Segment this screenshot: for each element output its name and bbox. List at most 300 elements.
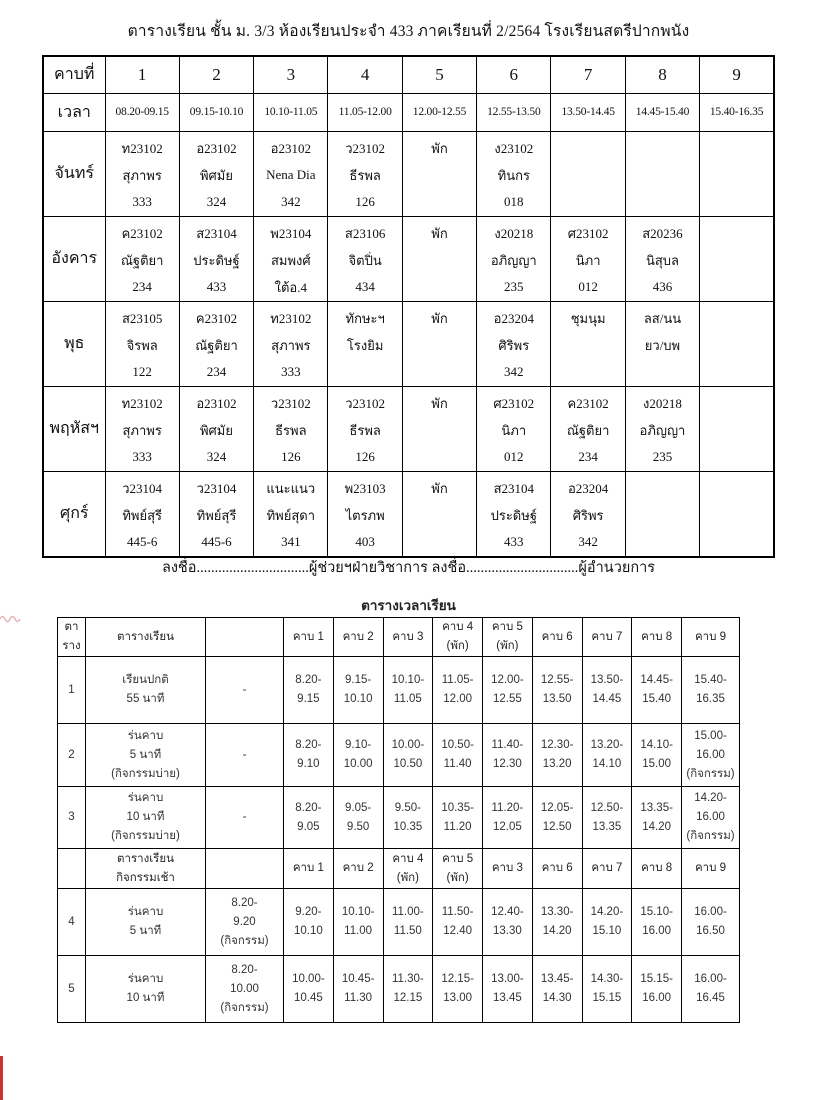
schedule-cell xyxy=(477,386,551,471)
schedule-cell-line: ค23102 xyxy=(121,225,163,241)
time-table-cell-line: - xyxy=(242,748,247,761)
time-table-cell xyxy=(86,849,206,889)
time-table-cell-line: 13.45- xyxy=(540,973,574,985)
day-name: จันทร์ xyxy=(43,131,105,216)
schedule-cell-line: 433 xyxy=(206,279,227,294)
time-table-cell-line: 15.10 xyxy=(592,925,622,937)
schedule-cell-line: ว23104 xyxy=(196,480,237,496)
red-squiggle-mark xyxy=(0,608,22,624)
period-time: 08.20-09.15 xyxy=(105,93,179,131)
schedule-cell xyxy=(105,131,179,216)
schedule-cell-line: ศิริพร xyxy=(572,507,604,523)
period-number: 7 xyxy=(551,56,625,93)
time-table-cell-line: - xyxy=(242,683,247,696)
time-table-cell xyxy=(206,889,284,956)
time-table-header-row xyxy=(58,618,740,657)
time-table-cell-line: 14.10 xyxy=(592,758,622,770)
schedule-cell-line: ง23102 xyxy=(494,140,534,156)
time-table-cell xyxy=(206,956,284,1023)
schedule-cell xyxy=(328,471,402,557)
schedule-cell-line: ณัฐติยา xyxy=(195,337,238,353)
period-corner-label: คาบที่ xyxy=(43,56,105,93)
period-times-table xyxy=(57,617,740,1023)
period-time: 09.15-10.10 xyxy=(179,93,253,131)
schedule-cell xyxy=(179,131,253,216)
time-table-cell-line: 12.55 xyxy=(492,693,522,705)
schedule-cell-line: ศ23102 xyxy=(567,225,609,241)
schedule-cell-line: ค23102 xyxy=(195,310,238,326)
time-table-cell-line: 15.15 xyxy=(592,992,622,1004)
schedule-cell xyxy=(328,216,402,301)
schedule-cell-line: ท23102 xyxy=(121,140,163,156)
time-table-cell-line: (พัก) xyxy=(496,640,519,652)
time-table-cell xyxy=(284,657,334,724)
time-table-cell-line: 9.50 xyxy=(346,820,370,833)
schedule-cell-line: สุภาพร xyxy=(122,167,162,183)
time-table-cell-line: 10.00 xyxy=(343,758,373,770)
schedule-cell-line: พัก xyxy=(431,310,448,326)
time-table-cell-line: 13.45 xyxy=(492,992,522,1004)
schedule-cell xyxy=(477,301,551,386)
period-number: 8 xyxy=(625,56,699,93)
time-table-cell-line: ตา xyxy=(64,621,79,633)
schedule-cell-line: ประดิษฐ์ xyxy=(193,252,240,268)
schedule-cell-line: ใต้อ.4 xyxy=(274,279,307,295)
time-table-cell-line: 14.45 xyxy=(592,693,622,705)
schedule-cell xyxy=(179,386,253,471)
time-table-cell xyxy=(58,657,86,724)
time-table-cell-line: 12.00- xyxy=(491,674,524,686)
time-table-cell xyxy=(632,787,682,849)
schedule-cell-line: ทินกร xyxy=(497,167,530,183)
time-table-cell-line: คาบ 1 xyxy=(292,862,324,874)
time-table-cell-line: 5 นาที xyxy=(129,925,162,937)
schedule-cell xyxy=(105,386,179,471)
time-table-cell-line: (กิจกรรม) xyxy=(220,1001,269,1014)
time-table-cell-line: คาบ 5 xyxy=(491,621,523,633)
schedule-cell xyxy=(254,131,328,216)
time-table-cell xyxy=(333,657,383,724)
schedule-cell xyxy=(551,131,625,216)
schedule-cell-line: ส23104 xyxy=(196,225,237,241)
time-table-cell-line: 15.40 xyxy=(642,693,672,705)
time-table-cell-line: 15.40- xyxy=(694,674,727,686)
schedule-cell-line: พัก xyxy=(431,480,448,496)
schedule-cell xyxy=(402,301,476,386)
time-table-cell-line: 11.40- xyxy=(491,739,524,751)
time-table-cell xyxy=(632,724,682,787)
schedule-cell-line: ว23102 xyxy=(345,140,386,156)
time-table-cell-line: 16.00- xyxy=(694,906,727,918)
time-table-cell xyxy=(483,787,533,849)
time-table-cell-line: ราง xyxy=(62,640,81,652)
time-table-cell-line: 12.15- xyxy=(441,973,474,985)
time-table-cell-line: 10 นาที xyxy=(126,811,165,823)
schedule-cell-line: 122 xyxy=(132,364,152,379)
time-table-cell-line: 5 xyxy=(68,982,75,995)
schedule-cell-line: ไตรภพ xyxy=(345,507,385,523)
schedule-cell-line: จิตปิ่น xyxy=(348,252,382,268)
schedule-cell-line: อ23204 xyxy=(567,480,609,496)
time-table-cell xyxy=(58,787,86,849)
time-table-cell xyxy=(582,724,632,787)
time-table-cell-line: 10.35- xyxy=(441,801,474,814)
schedule-cell-line: 126 xyxy=(281,449,301,464)
period-time: 12.55-13.50 xyxy=(477,93,551,131)
schedule-cell-line: ลส/นน xyxy=(643,310,682,326)
schedule-cell-line: นิภา xyxy=(575,252,601,268)
time-table-cell-line: คาบ 8 xyxy=(641,630,673,643)
schedule-cell-line: 433 xyxy=(504,534,524,549)
schedule-cell xyxy=(700,386,774,471)
time-table-cell-line: 11.20- xyxy=(491,801,524,814)
schedule-cell xyxy=(700,216,774,301)
schedule-cell-line: สุภาพร xyxy=(271,337,311,353)
schedule-cell xyxy=(328,301,402,386)
time-table-cell-line: (กิจกรรมบ่าย) xyxy=(111,767,180,780)
time-table-cell-line: 2 xyxy=(68,748,75,761)
time-table-cell-line: 11.05- xyxy=(441,674,474,686)
time-table-cell xyxy=(682,956,740,1023)
schedule-cell-line: 342 xyxy=(578,534,598,549)
schedule-cell-line: 333 xyxy=(132,449,152,464)
schedule-cell xyxy=(254,386,328,471)
time-table-cell xyxy=(483,956,533,1023)
schedule-cell-line: 126 xyxy=(355,194,375,209)
time-table-cell-line: คาบ 4 xyxy=(442,621,474,633)
schedule-cell xyxy=(625,131,699,216)
schedule-cell-line: 445-6 xyxy=(126,534,158,549)
time-table-cell xyxy=(206,618,284,657)
time-table-cell-line: 9.05 xyxy=(297,820,320,833)
schedule-cell xyxy=(254,301,328,386)
page-title: ตารางเรียน ชั้น ม. 3/3 ห้องเรียนประจำ 433 ภาคเรียนที่ 2/2564 โรงเรียนสตรีปากพนัง xyxy=(127,23,690,40)
time-table-cell-line: คาบ 8 xyxy=(641,862,673,874)
time-table-cell-line: 16.35 xyxy=(696,693,725,705)
time-table-cell-line: 9.10- xyxy=(345,739,372,751)
time-table-cell xyxy=(433,849,483,889)
time-table-cell xyxy=(86,787,206,849)
time-header-row xyxy=(43,93,774,131)
schedule-cell xyxy=(551,216,625,301)
time-table-cell xyxy=(333,724,383,787)
time-table-cell-line: 9.15 xyxy=(297,693,320,705)
schedule-cell xyxy=(477,471,551,557)
schedule-cell xyxy=(179,216,253,301)
time-table-row xyxy=(58,787,740,849)
schedule-cell-line: 235 xyxy=(652,449,673,464)
time-table-cell-line: 14.20- xyxy=(694,792,727,804)
period-number: 6 xyxy=(477,56,551,93)
schedule-cell-line: นิสุบล xyxy=(645,252,679,268)
time-table-cell-line: 14.20 xyxy=(642,820,672,833)
period-number: 9 xyxy=(700,56,774,93)
schedule-cell xyxy=(105,216,179,301)
time-table-cell xyxy=(632,956,682,1023)
schedule-cell-line: 324 xyxy=(206,449,227,464)
time-table-cell xyxy=(58,889,86,956)
time-table-cell xyxy=(206,724,284,787)
period-number: 5 xyxy=(402,56,476,93)
schedule-cell-line: 445-6 xyxy=(201,534,232,549)
schedule-cell xyxy=(254,216,328,301)
time-table-cell xyxy=(632,657,682,724)
time-table-cell-line: 11.00- xyxy=(391,906,424,918)
time-table-cell-line: 13.00 xyxy=(443,992,473,1004)
time-table-cell xyxy=(433,889,483,956)
time-table-cell-line: คาบ 6 xyxy=(541,630,573,643)
schedule-cell-line: พิศมัย xyxy=(199,167,233,183)
time-table-cell-line: ตารางเรียน xyxy=(117,630,174,643)
time-table-cell-line: 9.10 xyxy=(297,758,320,770)
schedule-cell-line: นิภา xyxy=(501,422,527,438)
time-table-cell-line: 16.50 xyxy=(696,925,725,937)
time-table-cell-line: 9.20 xyxy=(233,915,256,928)
time-table-cell-line: 11.00 xyxy=(344,925,373,937)
time-table-cell-line: เรียนปกติ xyxy=(122,674,169,686)
schedule-cell-line: ธีรพล xyxy=(349,422,381,438)
time-table-cell-line: 12.40 xyxy=(443,925,473,937)
time-table-cell xyxy=(483,618,533,657)
schedule-cell-line: ค23102 xyxy=(567,395,609,411)
time-table-row xyxy=(58,724,740,787)
period-time: 11.05-12.00 xyxy=(328,93,402,131)
schedule-cell-line: 324 xyxy=(206,194,227,209)
time-table-cell-line: 10.35 xyxy=(393,820,423,833)
schedule-cell-line: อภิญญา xyxy=(490,252,537,268)
time-table-cell xyxy=(383,956,433,1023)
time-table-cell xyxy=(333,849,383,889)
time-table-cell-line: คาบ 3 xyxy=(491,862,523,874)
time-table-cell-line: 8.20- xyxy=(295,739,322,751)
time-table-cell-line: 13.35- xyxy=(640,801,673,814)
time-table-cell xyxy=(532,787,582,849)
schedule-cell-line: ธีรพล xyxy=(275,422,307,438)
time-table-cell xyxy=(532,849,582,889)
schedule-cell xyxy=(551,471,625,557)
time-table-cell xyxy=(532,618,582,657)
time-table-cell xyxy=(58,618,86,657)
time-table-cell-line: 14.10- xyxy=(640,739,673,751)
time-table-cell xyxy=(86,657,206,724)
day-name: ศุกร์ xyxy=(43,471,105,557)
time-table-cell-line: 12.05 xyxy=(492,820,522,833)
schedule-cell-line: แนะแนว xyxy=(266,480,316,496)
schedule-cell-line: สุภาพร xyxy=(122,422,162,438)
time-table-cell xyxy=(86,618,206,657)
time-table-cell-line: 10.50 xyxy=(393,758,423,770)
day-row xyxy=(43,471,774,557)
time-table-cell-line: กิจกรรมเช้า xyxy=(116,871,175,884)
day-name: อังคาร xyxy=(43,216,105,301)
schedule-cell-line: ส23106 xyxy=(344,225,386,241)
time-table-cell xyxy=(284,787,334,849)
time-table-cell xyxy=(632,849,682,889)
time-table-cell xyxy=(284,956,334,1023)
schedule-cell-line: สมพงศ์ xyxy=(270,252,311,268)
schedule-cell-line: ณัฐติยา xyxy=(120,252,164,268)
schedule-cell-line: พิศมัย xyxy=(199,422,233,438)
time-table-cell-line: 14.20- xyxy=(590,906,624,918)
schedule-cell xyxy=(625,301,699,386)
time-table-cell-line: ร่นคาบ xyxy=(127,973,164,985)
red-streak-mark xyxy=(0,1056,3,1100)
time-table-cell-line: ร่นคาบ xyxy=(127,792,164,804)
time-table-cell-line: 13.50 xyxy=(542,693,572,705)
schedule-cell-line: ง20218 xyxy=(494,225,534,241)
schedule-cell xyxy=(105,301,179,386)
schedule-cell xyxy=(477,131,551,216)
time-table-cell-line: 16.00 xyxy=(696,748,725,761)
schedule-cell-line: ส23105 xyxy=(121,310,163,326)
time-table-cell-line: คาบ 4 xyxy=(392,852,424,865)
schedule-cell-line: ท23102 xyxy=(270,310,312,326)
schedule-cell-line: ทิพย์สุรี xyxy=(122,507,162,523)
schedule-cell-line: 234 xyxy=(206,364,227,379)
schedule-cell-line: ทักษะฯ xyxy=(345,310,385,326)
schedule-cell-line: ว23102 xyxy=(345,395,386,411)
schedule-cell-line: ว23104 xyxy=(122,480,163,496)
schedule-cell-line: ส23104 xyxy=(493,480,535,496)
time-table-cell-line: 55 นาที xyxy=(126,693,165,705)
time-table-cell-line: 12.40- xyxy=(491,906,524,918)
time-table-cell-line: คาบ 5 xyxy=(442,852,474,865)
schedule-cell xyxy=(179,301,253,386)
time-table-title: ตารางเวลาเรียน xyxy=(361,598,456,613)
schedule-cell-line: อ23102 xyxy=(270,140,311,156)
signature-line: ลงชื่อ...............................ผู้ช่วยฯฝ่ายวิชาการ ลงชื่อ...............................ผู้อำนวยการ xyxy=(161,560,656,576)
schedule-cell-line: 333 xyxy=(281,364,301,379)
period-number: 2 xyxy=(179,56,253,93)
schedule-cell xyxy=(700,301,774,386)
period-number: 3 xyxy=(254,56,328,93)
period-time: 13.50-14.45 xyxy=(551,93,625,131)
time-table-cell-line: 12.50- xyxy=(590,801,624,814)
time-table-cell-line: 12.30- xyxy=(540,739,574,751)
time-table-cell-line: 13.35 xyxy=(592,820,622,833)
time-table-cell xyxy=(433,956,483,1023)
time-table-cell-line: 4 xyxy=(68,915,75,928)
schedule-cell-line: ว23102 xyxy=(270,395,311,411)
day-row xyxy=(43,301,774,386)
time-table-cell xyxy=(532,657,582,724)
time-table-cell-line: คาบ 2 xyxy=(342,862,374,874)
schedule-cell-line: ส20236 xyxy=(642,225,683,241)
time-table-cell-line: 16.00 xyxy=(642,992,672,1004)
time-table-cell xyxy=(582,956,632,1023)
day-name: พุธ xyxy=(43,301,105,386)
time-table-cell-line: 13.50- xyxy=(590,674,624,686)
period-time: 12.00-12.55 xyxy=(402,93,476,131)
period-time: 14.45-15.40 xyxy=(625,93,699,131)
time-table-cell-line: 12.55- xyxy=(540,674,574,686)
time-table-cell-line: 15.10- xyxy=(640,906,673,918)
time-table-cell-line: คาบ 6 xyxy=(541,862,573,874)
schedule-cell xyxy=(625,216,699,301)
time-table-cell-line: 9.20- xyxy=(295,906,322,918)
time-table-cell-line: 14.45- xyxy=(640,674,673,686)
time-table-cell-line: - xyxy=(242,811,247,823)
time-table-cell xyxy=(86,889,206,956)
time-table-cell xyxy=(483,849,533,889)
time-table-cell-line: 14.30 xyxy=(542,992,572,1004)
time-table-cell xyxy=(58,849,86,889)
time-table-row xyxy=(58,956,740,1023)
period-number: 1 xyxy=(105,56,179,93)
time-table-cell-line: 9.05- xyxy=(345,801,372,814)
time-table-cell-line: 10.10- xyxy=(341,906,375,918)
time-table-cell xyxy=(383,724,433,787)
time-table-cell-line: 13.20- xyxy=(590,739,624,751)
time-table-cell xyxy=(483,889,533,956)
time-table-cell xyxy=(532,956,582,1023)
time-table-cell-line: (กิจกรรมบ่าย) xyxy=(111,830,180,842)
schedule-cell xyxy=(254,471,328,557)
time-table-cell xyxy=(86,956,206,1023)
period-time: 10.10-11.05 xyxy=(254,93,328,131)
schedule-cell-line: 234 xyxy=(132,279,152,294)
time-table-cell-line: 10.10 xyxy=(293,925,323,937)
time-table-cell xyxy=(532,889,582,956)
schedule-cell-line: ศิริพร xyxy=(498,337,530,353)
time-table-cell-line: 11.20 xyxy=(443,820,472,833)
time-table-cell-line: 11.30- xyxy=(391,973,424,985)
schedule-cell-line: 126 xyxy=(355,449,375,464)
schedule-cell xyxy=(328,131,402,216)
time-table-header-row xyxy=(58,849,740,889)
time-table-cell-line: 10.00- xyxy=(292,973,325,985)
time-table-cell xyxy=(483,657,533,724)
time-table-cell xyxy=(383,849,433,889)
schedule-cell-line: Nena Dia xyxy=(266,167,316,182)
time-table-cell-line: 13.30 xyxy=(492,925,522,937)
time-table-cell xyxy=(206,849,284,889)
time-table-cell-line: คาบ 7 xyxy=(591,862,623,874)
time-table-cell-line: 10.00- xyxy=(391,739,425,751)
schedule-cell-line: 434 xyxy=(355,279,375,294)
time-table-cell xyxy=(682,657,740,724)
schedule-cell xyxy=(402,131,476,216)
time-table-cell xyxy=(333,956,383,1023)
schedule-cell-line: พ23104 xyxy=(270,225,312,241)
schedule-cell xyxy=(402,386,476,471)
period-time: 15.40-16.35 xyxy=(700,93,774,131)
time-table-cell-line: 12.30 xyxy=(492,758,522,770)
time-table-cell-line: 11.30 xyxy=(344,992,373,1004)
time-table-cell-line: (พัก) xyxy=(446,871,469,884)
time-table-cell xyxy=(682,849,740,889)
time-table-cell-line: 14.20 xyxy=(542,925,572,937)
time-table-cell-line: 14.30- xyxy=(590,973,624,985)
time-table-cell-line: คาบ 1 xyxy=(292,630,324,643)
time-table-cell-line: 10.50- xyxy=(441,739,474,751)
day-row xyxy=(43,386,774,471)
schedule-cell-line: 342 xyxy=(281,194,301,209)
time-table-cell-line: 16.45 xyxy=(696,992,725,1004)
schedule-cell xyxy=(551,386,625,471)
time-table-cell-line: 8.20- xyxy=(231,963,258,976)
schedule-cell-line: ธีรพล xyxy=(349,167,381,183)
time-table-cell xyxy=(433,724,483,787)
time-table-cell xyxy=(206,787,284,849)
schedule-cell xyxy=(179,471,253,557)
time-table-cell-line: 12.00 xyxy=(443,693,473,705)
time-table-cell-line: 10.10- xyxy=(391,674,425,686)
schedule-cell-line: อ23204 xyxy=(493,310,534,326)
time-table-cell-line: 12.15 xyxy=(393,992,423,1004)
time-table-cell-line: 11.50 xyxy=(393,925,422,937)
schedule-cell-line: ทิพย์สุดา xyxy=(266,507,316,523)
